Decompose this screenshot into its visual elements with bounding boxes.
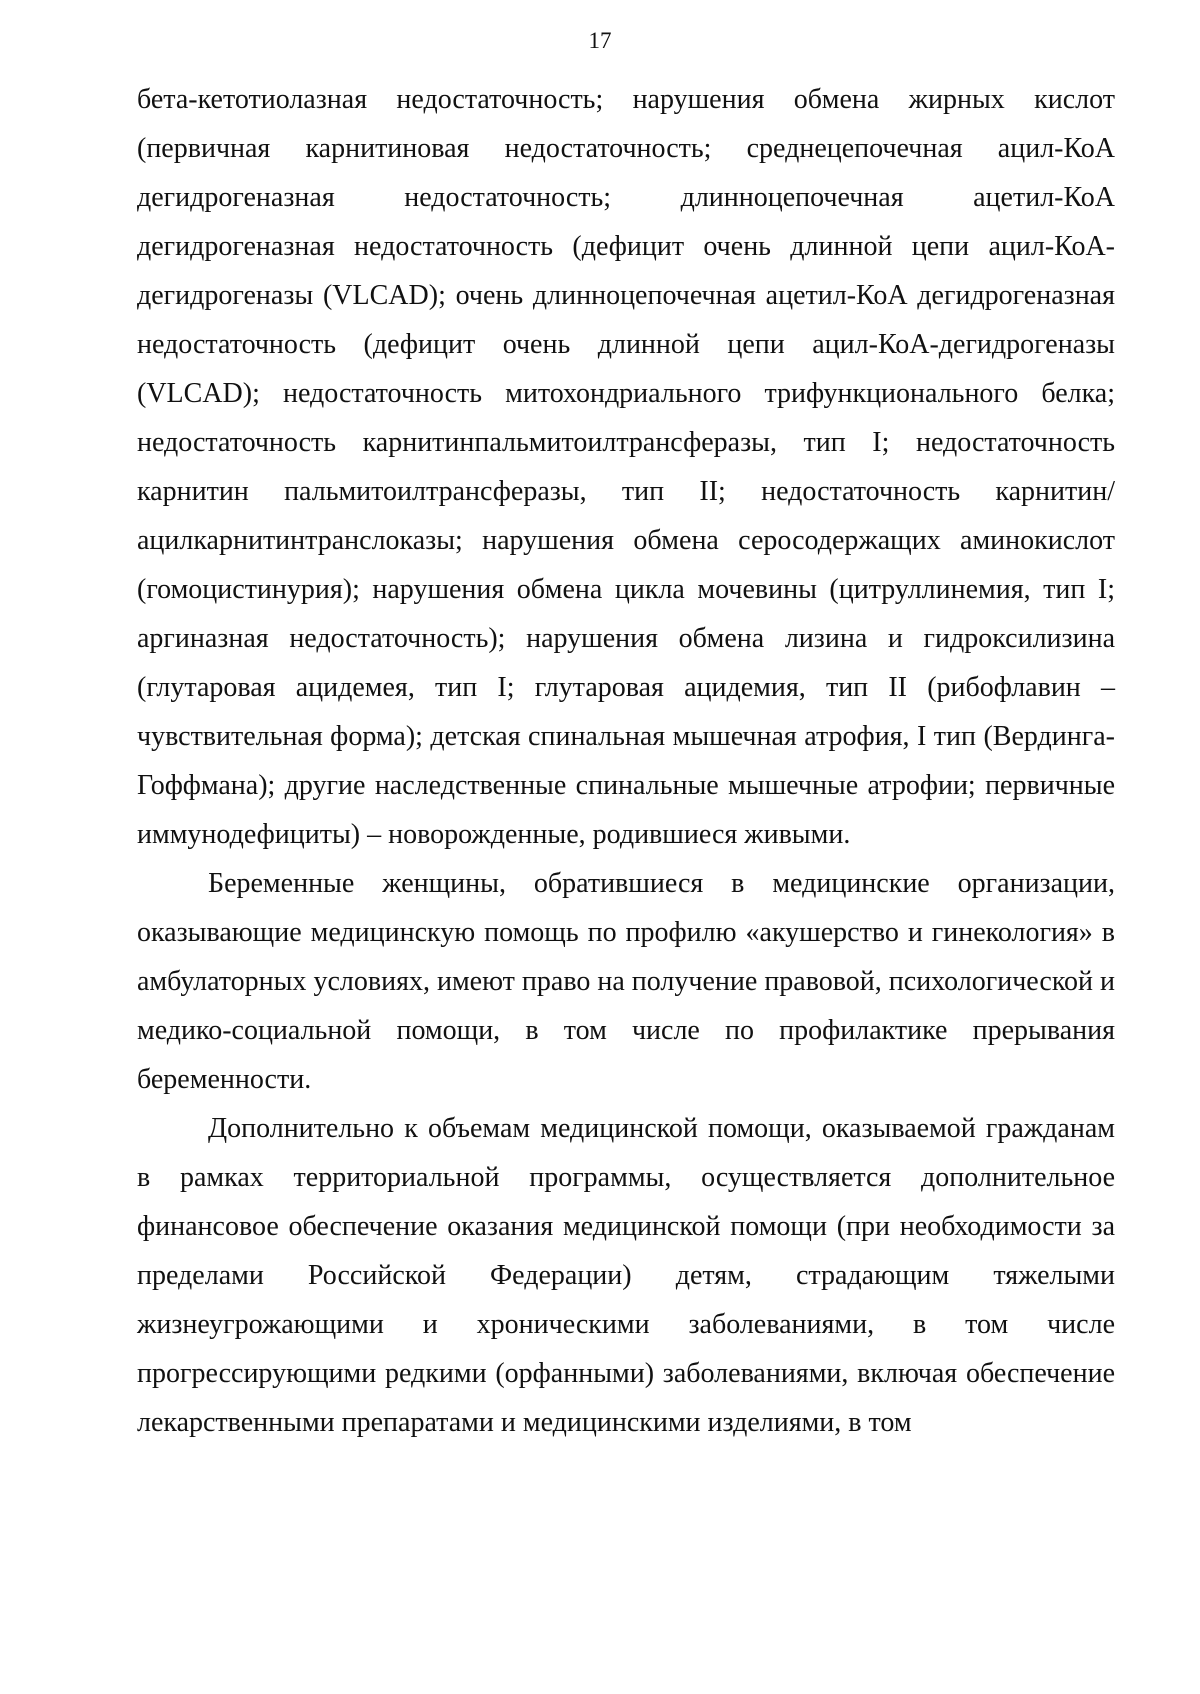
paragraph-additional-funding: Дополнительно к объемам медицинской помощи, оказываемой гражданам в рамках территориальной программы, осуществляется дополнительное финансовое обеспечение оказания медицинской помощи (при необходимости за пределами Российской Федерации) детям, страдающим тяжелыми жизнеугрожающими и хроническими заболеваниями, в том числе прогрессирующими редкими (орфанными) заболеваниями, включая обеспечение лекарственными препаратами и медицинскими изделиями, в том (137, 1113, 1115, 1438)
document-body (137, 75, 1115, 1447)
page-number: 17 (588, 28, 612, 53)
paragraph-pregnant-women: Беременные женщины, обратившиеся в медицинские организации, оказывающие медицинскую помощь по профилю «акушерство и гинекология» в амбулаторных условиях, имеют право на получение правовой, психологической и медико-социальной помощи, в том числе по профилактике прерывания беременности. (137, 868, 1115, 1095)
paragraph-continuation: бета-кетотиолазная недостаточность; нарушения обмена жирных кислот (первичная карнитиновая недостаточность; среднецепочечная ацил-КоА дегидрогеназная недостаточность; длинноцепочечная ацетил-КоА дегидрогеназная недостаточность (дефицит очень длинной цепи ацил-КоА-дегидрогеназы (VLCAD); очень длинноцепочечная ацетил-КоА дегидрогеназная недостаточность (дефицит очень длинной цепи ацил-КоА-дегидрогеназы (VLCAD); недостаточность митохондриального трифункционального белка; недостаточность карнитинпальмитоилтрансферазы, тип I; недостаточность карнитин пальмитоилтрансферазы, тип II; недостаточность карнитин/ацилкарнитинтранслоказы; нарушения обмена серосодержащих аминокислот (гомоцистинурия); нарушения обмена цикла мочевины (цитруллинемия, тип I; аргиназная недостаточность); нарушения обмена лизина и гидроксилизина (глутаровая ацидемея, тип I; глутаровая ацидемия, тип II (рибофлавин – чувствительная форма); детская спинальная мышечная атрофия, I тип (Вердинга-Гоффмана); другие наследственные спинальные мышечные атрофии; первичные иммунодефициты) – новорожденные, родившиеся живыми. (137, 84, 1115, 850)
